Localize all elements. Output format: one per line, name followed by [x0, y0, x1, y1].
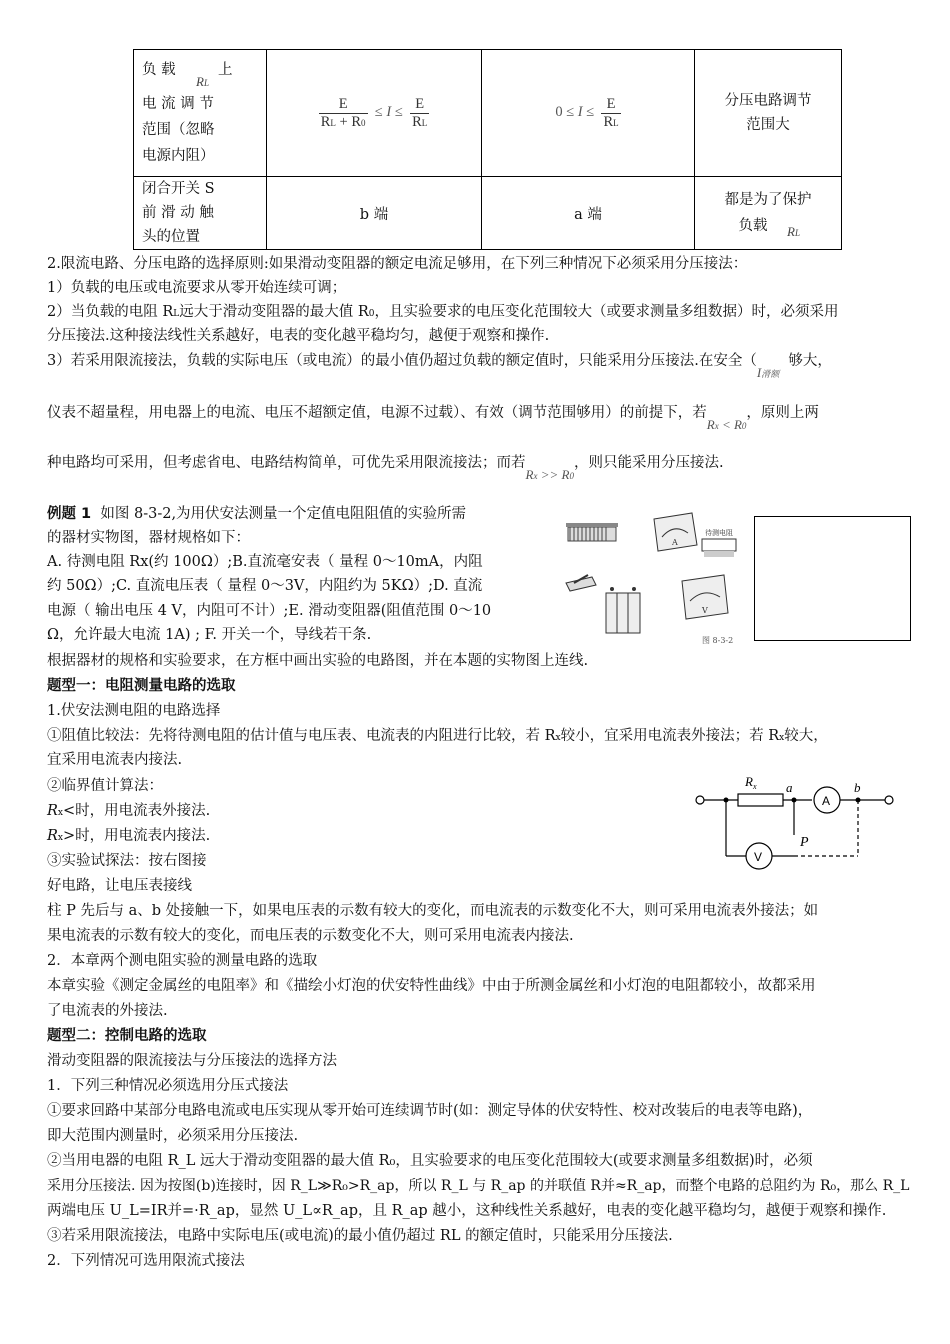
comparison-table [133, 49, 842, 250]
example-line: 的器材实物图，器材规格如下： [47, 530, 250, 546]
svg-text:A: A [672, 538, 678, 547]
paragraph: 采用分压接法. 因为按图(b)连接时，因 R_L≫R₀>R_ap，所以 R_L 与 R_ap 的并联值 R并≈R_ap，而整个电路的总阻约为 R₀，那么 R_L [47, 1178, 910, 1194]
resistor-image [702, 528, 736, 557]
paragraph: 种电路均可采用，但考虑省电、电路结构简单，可优先采用限流接法；而若Rx >> R0，则只能采用分压接法. [47, 455, 724, 482]
voltmeter-symbol: V [754, 850, 763, 864]
limit-position-cell [267, 177, 482, 250]
divider-position-cell [482, 177, 695, 250]
figure-caption: 图 8-3-2 [702, 636, 734, 645]
divider-position-value: a 端 [574, 206, 602, 223]
example-line: A. 待测电阻 Rx(约 100Ω）;B.直流毫安表（ 量程 0～10mA，内阻 [47, 554, 483, 570]
example-line: Ω，允许最大电流 1A) ; F. 开关一个，导线若干条. [47, 627, 372, 643]
ammeter-symbol: A [822, 794, 831, 808]
row-label-text: 头的位置 [142, 229, 200, 245]
subheading: 1．下列三种情况必须选用分压式接法 [47, 1078, 289, 1094]
row-label-text: 负 载 [142, 62, 176, 78]
subheading: 1.伏安法测电阻的电路选择 [47, 703, 221, 719]
ammeter-image [654, 513, 697, 551]
paragraph: Rx<时，用电流表外接法. [47, 803, 211, 819]
paragraph: 两端电压 U_L=IR并=·R_ap，显然 U_L∝R_ap，且 R_ap 越小，这种线性关系越好，电表的变化越平稳均匀，越便于观察和操作. [47, 1203, 887, 1219]
note-text: 负载 [738, 218, 768, 234]
note-text: 分压电路调节 [724, 93, 812, 109]
example-line: 例题 1 如图 8-3-2,为用伏安法测量一个定值电阻阻值的实验所需 [47, 506, 467, 522]
paragraph: 滑动变阻器的限流接法与分压接法的选择方法 [47, 1053, 337, 1069]
paragraph: ③若采用限流接法，电路中实际电压(或电流)的最小值仍超过 RL 的额定值时，只能采用分压接法. [47, 1228, 673, 1244]
svg-text:待测电阻: 待测电阻 [705, 529, 733, 537]
section-heading: 题型一：电阻测量电路的选取 [47, 678, 236, 694]
apparatus-figure [562, 505, 747, 650]
paragraph: 即大范围内测量时，必须采用分压接法. [47, 1128, 299, 1144]
node-b-label: b [854, 780, 861, 795]
rl-symbol: RL [196, 74, 209, 89]
paragraph: 1）负载的电压或电流要求从零开始连续可调； [47, 280, 347, 296]
subheading: 2．下列情况可选用限流式接法 [47, 1253, 245, 1269]
paragraph: ①阻值比较法：先将待测电阻的估计值与电压表、电流表的内阻进行比较，若 Rx较小，宜采用电流表外接法；若 Rx较大， [47, 728, 828, 744]
paragraph: ①要求回路中某部分电路电流或电压实现从零开始可连续调节时(如：测定导体的伏安特性、校对改装后的电表等电路)， [47, 1103, 813, 1119]
node-a-label: a [786, 780, 793, 795]
answer-box[interactable] [754, 516, 911, 641]
limit-range-cell [267, 50, 482, 177]
probe-p-label: P [800, 835, 809, 850]
divider-range-cell [482, 50, 695, 177]
rl-symbol: RL [787, 224, 800, 239]
row-label-text: 前 滑 动 触 [142, 205, 214, 221]
row-label-cell [134, 50, 267, 177]
row-label-text: 闭合开关 S [142, 181, 215, 197]
note-cell [695, 177, 842, 250]
limit-position-value: b 端 [359, 206, 389, 223]
paragraph: 3）若采用限流接法，负载的实际电压（或电流）的最小值仍超过负载的额定值时，只能采用分压接法.在安全（I滑额 够大， [47, 353, 832, 380]
paragraph: ②临界值计算法： [47, 778, 163, 794]
paragraph: 柱 P 先后与 a、b 处接触一下，如果电压表的示数有较大的变化，而电流表的示数变化不大，则可采用电流表外接法；如 [47, 903, 819, 919]
circuit-diagram [690, 770, 900, 870]
example-line: 约 50Ω）;C. 直流电压表（ 量程 0～3V，内阻约为 5KΩ）;D. 直流 [47, 578, 483, 594]
divider-range-formula: 0 ≤ I ≤ $\frac{E}{RL}$ [555, 95, 619, 130]
paragraph: 仪表不超量程，用电器上的电流、电压不超额定值，电源不过载）、有效（调节范围够用）的前提下，若Rx < R0，原则上两 [47, 405, 819, 432]
paragraph: 2.限流电路、分压电路的选择原则:如果滑动变阻器的额定电流足够用，在下列三种情况下必须采用分压接法： [47, 256, 748, 272]
note-text: 都是为了保护 [724, 192, 812, 208]
paragraph: 本章实验《测定金属丝的电阻率》和《描绘小灯泡的伏安特性曲线》中由于所测金属丝和小灯泡的电阻都较小，故都采用 [47, 978, 816, 994]
example-title: 例题 1 [47, 506, 92, 522]
paragraph: 2）当负载的电阻 RL远大于滑动变阻器的最大值 R0，且实验要求的电压变化范围较大（或要求测量多组数据）时，必须采用 [47, 304, 839, 320]
table-row [134, 50, 842, 177]
paragraph: 好电路，让电压表接线 [47, 878, 192, 894]
section-heading: 题型二：控制电路的选取 [47, 1028, 207, 1044]
row-label-text: 电 流 调 节 [142, 96, 214, 112]
row-label-text: 范围（忽略 [142, 122, 215, 138]
paragraph: Rx>时，用电流表内接法. [47, 828, 211, 844]
note-text: 范围大 [746, 117, 790, 133]
switch-image [566, 575, 596, 591]
paragraph: 了电流表的外接法. [47, 1003, 168, 1019]
voltmeter-image [682, 575, 728, 619]
paragraph: ②当用电器的电阻 R_L 远大于滑动变阻器的最大值 R₀，且实验要求的电压变化范围较大(或要求测量多组数据)时，必须 [47, 1153, 813, 1169]
example-line: 电源（ 输出电压 4 V，内阻可不计）;E. 滑动变阻器(阻值范围 0～10 [47, 603, 492, 619]
example-line: 根据器材的规格和实验要求，在方框中画出实验的电路图，并在本题的实物图上连线. [47, 653, 589, 669]
note-cell [695, 50, 842, 177]
rx-label: $R_x$ [745, 774, 757, 791]
limit-range-formula: $\frac{E}{RL + R0}$ ≤ I ≤ $\frac{E}{RL}$ [320, 95, 428, 130]
subheading: 2．本章两个测电阻实验的测量电路的选取 [47, 953, 318, 969]
paragraph: ③实验试探法：按右图接 [47, 853, 207, 869]
table-row [134, 177, 842, 250]
rheostat-image [566, 523, 618, 541]
row-label-text: 上 [218, 62, 233, 78]
svg-text:V: V [702, 606, 708, 615]
row-label-text: 电源内阻） [142, 148, 215, 164]
paragraph: 果电流表的示数有较大的变化，而电压表的示数变化不大，则可采用电流表内接法. [47, 928, 574, 944]
row-label-cell [134, 177, 267, 250]
battery-image [606, 587, 640, 633]
paragraph: 分压接法.这种接法线性关系越好，电表的变化越平稳均匀，越便于观察和操作. [47, 328, 550, 344]
paragraph: 宜采用电流表内接法. [47, 752, 183, 768]
